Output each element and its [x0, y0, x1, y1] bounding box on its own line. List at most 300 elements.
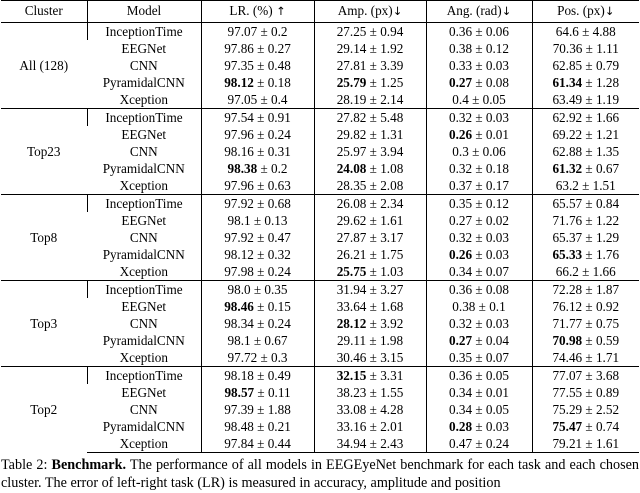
metric-mean: 33.16	[336, 418, 367, 434]
metric-cell-amp	[314, 160, 426, 177]
model-cell: EEGNet	[121, 212, 167, 228]
metric-mean: 0.34	[449, 263, 473, 279]
metric-mean: 66.2	[555, 263, 579, 279]
metric-cell-ang	[426, 143, 532, 160]
metric-stddev: ± 3.92	[369, 315, 404, 331]
metric-stddev: ± 3.15	[369, 349, 404, 365]
column-header-pos	[532, 1, 639, 23]
metric-stddev: ± 1.66	[582, 263, 616, 279]
metric-stddev: ± 0.84	[585, 195, 620, 211]
metric-cell-amp	[314, 143, 426, 160]
metric-cell-ang	[426, 349, 532, 367]
model-cell: CNN	[129, 143, 158, 159]
metric-cell-amp	[314, 435, 426, 453]
metric-stddev: ± 1.71	[585, 349, 620, 365]
metric-mean: 98.1	[227, 332, 251, 348]
column-header-cluster	[1, 1, 87, 23]
metric-cell-amp	[314, 109, 426, 127]
metric-cell-pos	[532, 91, 639, 109]
metric-mean: 65.33	[552, 246, 583, 262]
metric-cell-ang	[426, 126, 532, 143]
model-cell: EEGNet	[121, 298, 167, 314]
table-row	[1, 384, 639, 401]
table-row	[1, 195, 639, 213]
metric-stddev: ± 2.14	[369, 91, 404, 107]
metric-mean: 29.11	[336, 332, 367, 348]
metric-stddev: ± 0.32	[257, 246, 291, 262]
metric-stddev: ± 0.05	[475, 367, 509, 383]
metric-mean: 98.12	[224, 246, 254, 262]
metric-stddev: ± 1.88	[257, 401, 291, 417]
metric-stddev: ± 1.21	[585, 126, 620, 142]
metric-stddev: ± 1.75	[369, 246, 404, 262]
metric-cell-pos	[532, 298, 639, 315]
metric-stddev: ± 0.24	[257, 315, 291, 331]
column-header-ang-label: Ang. (rad)	[446, 3, 502, 19]
metric-stddev: ± 0.47	[257, 229, 291, 245]
table-row	[1, 91, 639, 109]
metric-stddev: ± 0.92	[585, 298, 620, 314]
column-header-model	[87, 1, 201, 23]
metric-stddev: ± 1.22	[585, 212, 620, 228]
metric-stddev: ± 1.98	[369, 332, 404, 348]
metric-mean: 0.27	[449, 74, 473, 90]
metric-cell-amp	[314, 74, 426, 91]
metric-cell-ang	[426, 246, 532, 263]
metric-cell-lr	[201, 23, 314, 41]
table-row	[1, 212, 639, 229]
metric-cell-amp	[314, 384, 426, 401]
metric-cell-ang	[426, 23, 532, 41]
metric-mean: 0.27	[449, 212, 473, 228]
metric-mean: 0.32	[449, 109, 473, 125]
metric-stddev: ± 1.35	[585, 143, 620, 159]
table-row	[1, 246, 639, 263]
metric-mean: 0.32	[449, 229, 473, 245]
model-cell: InceptionTime	[87, 367, 201, 385]
metric-cell-amp	[314, 91, 426, 109]
metric-cell-pos	[532, 40, 639, 57]
metric-stddev: ± 0.21	[257, 418, 291, 434]
metric-cell-pos	[532, 384, 639, 401]
metric-mean: 26.21	[336, 246, 367, 262]
metric-cell-amp	[314, 229, 426, 246]
metric-stddev: ± 0.67	[253, 332, 288, 348]
metric-stddev: ± 0.04	[475, 332, 509, 348]
metric-cell-amp	[314, 263, 426, 281]
metric-mean: 65.57	[552, 195, 583, 211]
metric-mean: 74.46	[552, 349, 583, 365]
metric-mean: 97.07	[227, 23, 258, 39]
metric-mean: 62.92	[552, 109, 583, 125]
metric-stddev: ± 0.68	[257, 195, 291, 211]
metric-stddev: ± 5.48	[369, 109, 404, 125]
metric-cell-lr	[201, 332, 314, 349]
metric-cell-amp	[314, 298, 426, 315]
metric-stddev: ± 2.01	[369, 418, 404, 434]
table-row	[1, 177, 639, 195]
metric-cell-lr	[201, 281, 314, 299]
metric-stddev: ± 0.94	[369, 23, 404, 39]
metric-cell-ang	[426, 367, 532, 385]
metric-stddev: ± 0.31	[257, 143, 291, 159]
metric-stddev: ± 0.03	[475, 57, 509, 73]
model-cell: CNN	[129, 229, 158, 245]
metric-stddev: ± 0.2	[260, 23, 288, 39]
metric-cell-amp	[314, 23, 426, 41]
metric-mean: 0.26	[449, 126, 473, 142]
metric-stddev: ± 4.28	[369, 401, 404, 417]
metric-stddev: ± 0.03	[475, 109, 509, 125]
metric-cell-amp	[314, 177, 426, 195]
metric-stddev: ± 0.4	[260, 91, 288, 107]
metric-cell-ang	[426, 195, 532, 213]
model-cell: Xception	[119, 349, 168, 365]
metric-mean: 0.34	[449, 401, 473, 417]
metric-cell-ang	[426, 91, 532, 109]
metric-mean: 27.25	[336, 23, 367, 39]
metric-stddev: ± 3.27	[369, 281, 404, 297]
table-row	[1, 367, 639, 385]
metric-stddev: ± 1.29	[585, 229, 620, 245]
metric-mean: 77.07	[552, 367, 583, 383]
metric-mean: 61.34	[552, 74, 583, 90]
metric-cell-amp	[314, 126, 426, 143]
metric-mean: 0.4	[452, 91, 469, 107]
arrow-down-icon: ↓	[501, 4, 512, 19]
metric-stddev: ± 0.18	[475, 160, 509, 176]
metric-mean: 0.38	[449, 40, 473, 56]
model-cell: PyramidalCNN	[102, 160, 185, 176]
metric-stddev: ± 1.25	[369, 74, 404, 90]
metric-cell-pos	[532, 263, 639, 281]
metric-mean: 98.48	[224, 418, 254, 434]
column-header-cluster-label: Cluster	[24, 3, 63, 19]
model-cell: InceptionTime	[87, 23, 201, 41]
metric-mean: 0.34	[449, 384, 473, 400]
metric-mean: 0.28	[449, 418, 473, 434]
metric-stddev: ± 0.18	[257, 74, 291, 90]
metric-mean: 24.08	[336, 160, 367, 176]
metric-stddev: ± 0.35	[253, 281, 288, 297]
column-header-lr-label: LR. (%)	[229, 3, 273, 19]
model-cell: InceptionTime	[87, 281, 201, 299]
column-header-ang	[426, 1, 532, 23]
metric-cell-amp	[314, 212, 426, 229]
metric-cell-ang	[426, 57, 532, 74]
metric-stddev: ± 0.49	[257, 367, 291, 383]
table-row	[1, 281, 639, 299]
cluster-cell: Top8	[1, 195, 87, 281]
table-row	[1, 315, 639, 332]
metric-mean: 0.32	[449, 160, 473, 176]
metric-mean: 0.32	[449, 315, 473, 331]
metric-mean: 63.49	[552, 91, 583, 107]
model-cell: EEGNet	[121, 384, 167, 400]
model-cell: CNN	[129, 401, 158, 417]
metric-cell-pos	[532, 315, 639, 332]
metric-cell-lr	[201, 212, 314, 229]
metric-cell-pos	[532, 195, 639, 213]
metric-mean: 0.36	[449, 23, 473, 39]
metric-mean: 70.98	[552, 332, 583, 348]
metric-stddev: ± 0.74	[585, 418, 620, 434]
model-cell: EEGNet	[121, 126, 167, 142]
metric-stddev: ± 0.2	[260, 160, 288, 176]
metric-stddev: ± 0.06	[475, 23, 509, 39]
cluster-cell: Top3	[1, 281, 87, 367]
metric-cell-ang	[426, 298, 532, 315]
metric-cell-ang	[426, 281, 532, 299]
metric-cell-lr	[201, 195, 314, 213]
metric-stddev: ± 3.94	[369, 143, 404, 159]
metric-cell-amp	[314, 367, 426, 385]
metric-stddev: ± 3.39	[369, 57, 404, 73]
table-row	[1, 109, 639, 127]
metric-mean: 61.32	[552, 160, 583, 176]
metric-cell-lr	[201, 263, 314, 281]
metric-stddev: ± 0.27	[257, 40, 291, 56]
metric-mean: 98.38	[227, 160, 258, 176]
metric-cell-amp	[314, 246, 426, 263]
metric-mean: 0.38	[452, 298, 476, 314]
arrow-up-icon: ↑	[275, 4, 286, 19]
column-header-model-label: Model	[126, 3, 162, 19]
metric-mean: 70.36	[552, 40, 583, 56]
model-cell: Xception	[119, 177, 168, 193]
metric-cell-lr	[201, 40, 314, 57]
metric-cell-ang	[426, 160, 532, 177]
metric-cell-ang	[426, 435, 532, 453]
metric-stddev: ± 2.08	[369, 177, 404, 193]
table-row	[1, 263, 639, 281]
metric-stddev: ± 0.05	[475, 401, 509, 417]
model-cell: Xception	[119, 263, 168, 279]
metric-mean: 28.12	[336, 315, 367, 331]
metric-mean: 98.18	[224, 367, 254, 383]
benchmark-table	[1, 0, 639, 453]
table-row	[1, 435, 639, 453]
metric-mean: 72.28	[552, 281, 583, 297]
metric-stddev: ± 1.19	[585, 91, 620, 107]
metric-cell-lr	[201, 229, 314, 246]
metric-mean: 71.77	[552, 315, 583, 331]
metric-stddev: ± 0.01	[475, 126, 509, 142]
metric-stddev: ± 0.01	[475, 384, 509, 400]
metric-cell-lr	[201, 315, 314, 332]
metric-stddev: ± 1.92	[369, 40, 404, 56]
metric-stddev: ± 3.31	[369, 367, 404, 383]
table-body	[1, 23, 639, 453]
model-cell: PyramidalCNN	[102, 418, 185, 434]
metric-cell-amp	[314, 40, 426, 57]
metric-mean: 97.54	[224, 109, 254, 125]
metric-cell-ang	[426, 401, 532, 418]
metric-cell-lr	[201, 349, 314, 367]
metric-mean: 0.27	[449, 332, 473, 348]
metric-cell-pos	[532, 143, 639, 160]
metric-cell-lr	[201, 143, 314, 160]
metric-stddev: ± 4.88	[582, 23, 616, 39]
metric-mean: 27.82	[336, 109, 367, 125]
metric-mean: 28.35	[336, 177, 367, 193]
metric-stddev: ± 0.07	[475, 263, 509, 279]
metric-mean: 25.97	[336, 143, 367, 159]
metric-stddev: ± 0.17	[475, 177, 509, 193]
metric-mean: 65.37	[552, 229, 583, 245]
metric-stddev: ± 0.1	[478, 298, 506, 314]
column-header-amp-label: Amp. (px)	[337, 3, 393, 19]
metric-mean: 98.46	[224, 298, 254, 314]
metric-mean: 97.92	[224, 195, 254, 211]
metric-cell-amp	[314, 315, 426, 332]
metric-mean: 97.96	[224, 126, 254, 142]
metric-cell-ang	[426, 384, 532, 401]
metric-cell-pos	[532, 349, 639, 367]
metric-cell-pos	[532, 281, 639, 299]
metric-mean: 98.34	[224, 315, 254, 331]
column-header-lr	[201, 1, 314, 23]
column-header-pos-label: Pos. (px)	[557, 3, 605, 19]
metric-cell-ang	[426, 263, 532, 281]
metric-cell-lr	[201, 367, 314, 385]
metric-stddev: ± 0.02	[475, 212, 509, 228]
table-row	[1, 126, 639, 143]
metric-stddev: ± 0.12	[475, 195, 509, 211]
metric-cell-pos	[532, 212, 639, 229]
table-row	[1, 332, 639, 349]
metric-mean: 97.84	[224, 435, 254, 451]
metric-stddev: ± 0.11	[257, 384, 291, 400]
metric-stddev: ± 1.11	[585, 40, 619, 56]
metric-mean: 97.86	[224, 40, 254, 56]
metric-stddev: ± 0.48	[257, 57, 291, 73]
metric-cell-pos	[532, 246, 639, 263]
model-cell: PyramidalCNN	[102, 74, 185, 90]
caption-label: Table 2:	[1, 457, 48, 473]
table-row	[1, 349, 639, 367]
metric-cell-lr	[201, 160, 314, 177]
table-row	[1, 57, 639, 74]
metric-mean: 75.47	[552, 418, 583, 434]
metric-mean: 0.35	[449, 349, 473, 365]
metric-mean: 97.39	[224, 401, 254, 417]
metric-stddev: ± 0.44	[257, 435, 291, 451]
metric-mean: 64.6	[555, 23, 579, 39]
metric-cell-lr	[201, 418, 314, 435]
metric-cell-amp	[314, 418, 426, 435]
metric-stddev: ± 0.08	[475, 281, 509, 297]
metric-mean: 77.55	[552, 384, 583, 400]
metric-cell-ang	[426, 40, 532, 57]
metric-mean: 75.29	[552, 401, 583, 417]
metric-cell-ang	[426, 74, 532, 91]
metric-stddev: ± 0.03	[475, 229, 509, 245]
metric-mean: 25.79	[336, 74, 367, 90]
cluster-cell: Top2	[1, 367, 87, 453]
metric-mean: 79.21	[552, 435, 583, 451]
metric-cell-ang	[426, 177, 532, 195]
metric-stddev: ± 0.59	[585, 332, 620, 348]
column-header-amp	[314, 1, 426, 23]
metric-mean: 98.12	[224, 74, 254, 90]
model-cell: CNN	[129, 57, 158, 73]
table-row	[1, 143, 639, 160]
arrow-down-icon: ↓	[604, 4, 615, 19]
metric-mean: 32.15	[336, 367, 367, 383]
metric-stddev: ± 0.63	[257, 177, 291, 193]
metric-cell-amp	[314, 195, 426, 213]
metric-stddev: ± 1.08	[369, 160, 404, 176]
metric-mean: 97.96	[224, 177, 254, 193]
metric-mean: 27.81	[336, 57, 367, 73]
metric-stddev: ± 0.91	[257, 109, 291, 125]
metric-mean: 38.23	[336, 384, 367, 400]
metric-cell-amp	[314, 401, 426, 418]
metric-cell-lr	[201, 246, 314, 263]
metric-stddev: ± 0.24	[475, 435, 509, 451]
table-row	[1, 229, 639, 246]
metric-mean: 62.88	[552, 143, 583, 159]
metric-stddev: ± 0.13	[253, 212, 288, 228]
metric-mean: 30.46	[336, 349, 367, 365]
metric-stddev: ± 1.61	[585, 435, 620, 451]
metric-cell-ang	[426, 332, 532, 349]
metric-mean: 63.2	[555, 177, 579, 193]
metric-mean: 29.14	[336, 40, 367, 56]
metric-cell-lr	[201, 435, 314, 453]
table-row	[1, 418, 639, 435]
metric-stddev: ± 0.15	[257, 298, 291, 314]
model-cell: InceptionTime	[87, 109, 201, 127]
metric-cell-lr	[201, 298, 314, 315]
model-cell: InceptionTime	[87, 195, 201, 213]
metric-cell-ang	[426, 229, 532, 246]
metric-stddev: ± 0.03	[475, 315, 509, 331]
metric-cell-lr	[201, 109, 314, 127]
model-cell: PyramidalCNN	[102, 246, 185, 262]
metric-mean: 29.82	[336, 126, 367, 142]
metric-mean: 26.08	[336, 195, 367, 211]
metric-stddev: ± 1.55	[369, 384, 404, 400]
metric-stddev: ± 0.67	[585, 160, 620, 176]
metric-cell-amp	[314, 349, 426, 367]
metric-mean: 98.1	[227, 212, 251, 228]
metric-cell-lr	[201, 57, 314, 74]
metric-stddev: ± 1.61	[369, 212, 404, 228]
caption-text: The performance of all models in EEGEyeNet benchmark for each task and each chosen cluster. The error of left-right task (LR) is measured in accuracy, amplitude and position	[1, 457, 640, 491]
metric-stddev: ± 1.76	[585, 246, 620, 262]
figure-caption	[1, 457, 639, 493]
metric-cell-amp	[314, 281, 426, 299]
arrow-down-icon: ↓	[392, 4, 403, 19]
cluster-cell: Top23	[1, 109, 87, 195]
metric-stddev: ± 1.28	[585, 74, 620, 90]
metric-stddev: ± 0.06	[472, 143, 506, 159]
metric-stddev: ± 0.08	[475, 74, 509, 90]
metric-cell-pos	[532, 126, 639, 143]
metric-cell-lr	[201, 126, 314, 143]
metric-stddev: ± 3.17	[369, 229, 404, 245]
metric-mean: 33.64	[336, 298, 367, 314]
metric-mean: 62.85	[552, 57, 583, 73]
metric-stddev: ± 1.87	[585, 281, 620, 297]
metric-mean: 0.47	[449, 435, 473, 451]
metric-stddev: ± 0.12	[475, 40, 509, 56]
cluster-cell: All (128)	[1, 23, 87, 109]
metric-cell-pos	[532, 332, 639, 349]
metric-mean: 25.75	[336, 263, 367, 279]
